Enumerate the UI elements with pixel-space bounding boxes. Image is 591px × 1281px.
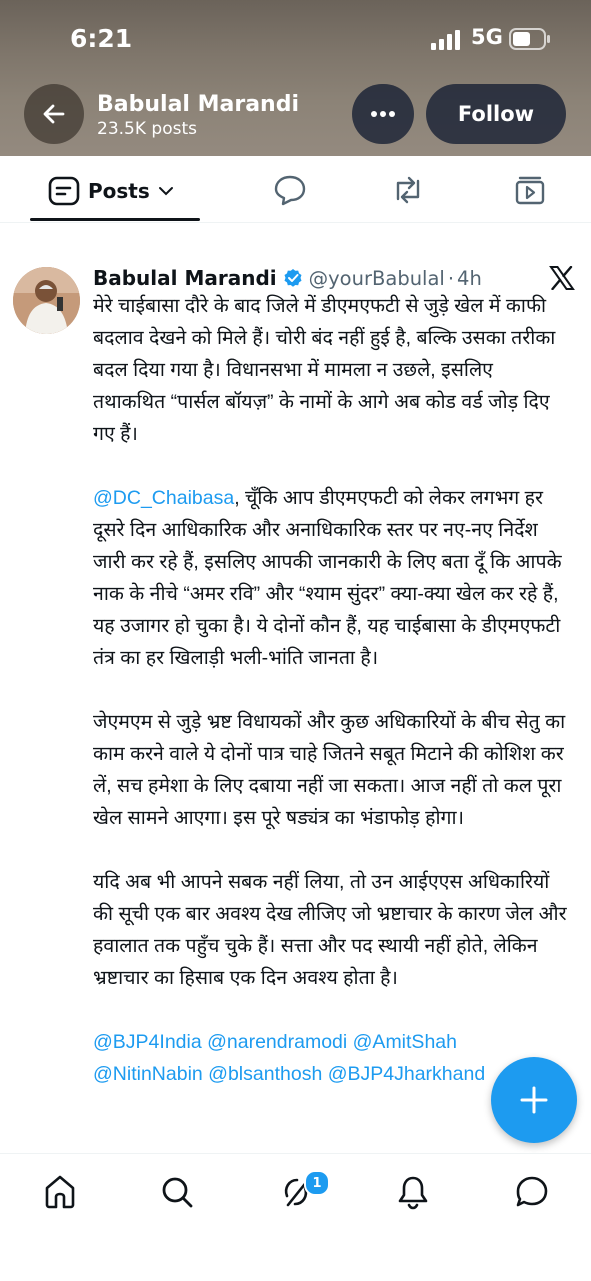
chevron-down-icon bbox=[158, 185, 174, 197]
back-button[interactable] bbox=[24, 84, 84, 144]
bottom-navigation bbox=[0, 1153, 591, 1281]
tweet-paragraph-4: यदि अब भी आपने सबक नहीं लिया, तो उन आईएएस अधिकारियों की सूची एक बार अवश्य देख लीजिए जो भ्रष्टाचार के कारण जेल और हवालात तक पहुँच चुके हैं। सत्ता और पद स्थायी नहीं होते, लेकिन भ्रष्टाचार का हिसाब एक दिन अवश्य होता है। bbox=[93, 871, 567, 989]
follow-button[interactable]: Follow bbox=[426, 84, 566, 144]
profile-post-count: 23.5K posts bbox=[97, 119, 197, 139]
tweet-mentions-line-2[interactable]: @NitinNabin @blsanthosh @BJP4Jharkhand bbox=[93, 1063, 486, 1085]
avatar-image bbox=[13, 267, 80, 334]
notifications-bell-icon[interactable] bbox=[396, 1174, 430, 1210]
verified-badge-icon bbox=[283, 268, 303, 288]
notification-badge: 1 bbox=[304, 1170, 330, 1196]
tweet-author-name[interactable]: Babulal Marandi bbox=[93, 266, 277, 290]
back-arrow-icon bbox=[41, 101, 67, 127]
signal-icon bbox=[431, 30, 463, 50]
messages-icon[interactable] bbox=[514, 1174, 550, 1210]
tab-posts-label: Posts bbox=[88, 179, 150, 203]
tweet-dot-separator: · bbox=[447, 266, 455, 290]
profile-header bbox=[0, 0, 591, 156]
more-options-button[interactable] bbox=[352, 84, 414, 144]
tweet-timestamp: 4h bbox=[457, 266, 482, 290]
tab-replies-icon[interactable] bbox=[273, 173, 307, 207]
tweet-paragraph-1: मेरे चाईबासा दौरे के बाद जिले में डीएमएफटी से जुड़े खेल में काफी बदलाव देखने को मिले हैं। चोरी बंद नहीं हुई है, बल्कि उसका तरीका बदल दिया गया है। विधानसभा में मामला न उछले, इसलिए तथाकथित “पार्सल बॉयज़” के नामों के आगे अब कोड वर्ड जोड़ दिए गए हैं। bbox=[93, 295, 556, 445]
tweet-mentions-line-1[interactable]: @BJP4India @narendramodi @AmitShah bbox=[93, 1031, 457, 1053]
tab-media-icon[interactable] bbox=[513, 173, 547, 207]
mention-link[interactable]: @DC_Chaibasa bbox=[93, 487, 235, 509]
home-icon[interactable] bbox=[43, 1174, 77, 1210]
tweet-author-row bbox=[93, 265, 482, 291]
status-bar bbox=[0, 24, 591, 58]
network-label: 5G bbox=[471, 25, 503, 49]
tab-reposts-icon[interactable] bbox=[390, 173, 426, 207]
tweet-paragraph-2-text: , चूँकि आप डीएमएफटी को लेकर लगभग हर दूसरे दिन आधिकारिक और अनाधिकारिक स्तर पर नए-नए निर्देश जारी कर रहे हैं, इसलिए आपकी जानकारी के लिए बता दूँ कि आपके नाक के नीचे “अमर रवि” और “श्याम सुंदर” क्या-क्या खेल कर रहे हैं, यह उजागर हो चुका है। ये दोनों कौन हैं, यह चाईबासा के डीएमएफटी तंत्र का हर खिलाड़ी भली-भांति जानता है। bbox=[93, 487, 562, 669]
compose-post-button[interactable] bbox=[491, 1057, 577, 1143]
avatar[interactable] bbox=[13, 267, 80, 334]
tweet-paragraph-3: जेएमएम से जुड़े भ्रष्ट विधायकों और कुछ अधिकारियों के बीच सेतु का काम करने वाले ये दोनों पात्र चाहे जितने सबूत मिटाने की कोशिश कर लें, सच हमेशा के लिए दबाया नहीं जा सकता। आज नहीं तो कल पूरा खेल सामने आएगा। इस पूरे षड्यंत्र का भंडाफोड़ होगा। bbox=[93, 711, 566, 829]
tweet-paragraph-2 bbox=[93, 482, 568, 674]
tab-posts[interactable] bbox=[48, 176, 174, 206]
profile-name: Babulal Marandi bbox=[97, 92, 299, 117]
battery-icon bbox=[509, 28, 551, 50]
search-icon[interactable] bbox=[160, 1174, 194, 1210]
posts-icon bbox=[48, 176, 80, 206]
profile-tabs bbox=[0, 156, 591, 223]
tweet-handle[interactable]: @yourBabulal bbox=[308, 266, 445, 290]
status-time: 6:21 bbox=[70, 24, 133, 53]
more-dots-icon bbox=[370, 110, 396, 118]
x-logo-icon bbox=[549, 266, 575, 290]
active-tab-indicator bbox=[30, 218, 200, 221]
tweet-text bbox=[93, 290, 568, 1128]
plus-icon bbox=[519, 1085, 549, 1115]
